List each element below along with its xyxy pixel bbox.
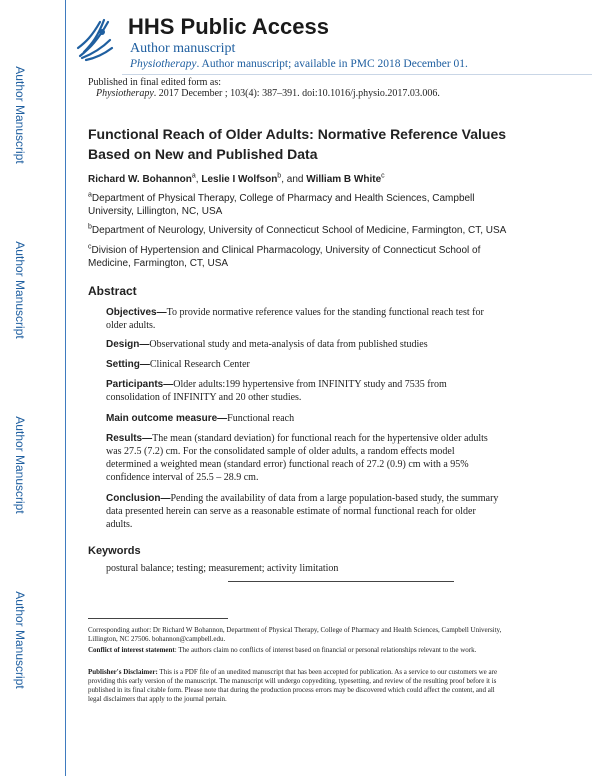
abstract-section: [106, 378, 501, 404]
author-affiliation-mark: c: [381, 172, 385, 180]
citation-text: . 2017 December ; 103(4): 387–391. doi:10.1016/j.physio.2017.03.006.: [153, 88, 440, 99]
keywords-heading: Keywords: [88, 545, 141, 557]
abstract-section: [106, 358, 501, 371]
sidebar-divider: [65, 0, 66, 776]
citation-journal: Physiotherapy: [96, 88, 154, 99]
section-text: The mean (standard deviation) for functional reach for the hypertensive older adults was 27.5 (7.2) cm. For the consolidated sample of older adults, a random effects model determined a weighted mean (standard error) functional reach of 27.2 (0.9) cm with a 95% confidence interval of 25.5 – 28.9 cm.: [106, 433, 488, 483]
sidebar-label: Author Manuscript: [13, 591, 27, 689]
header-availability-text: . Author manuscript; available in PMC 2018 December 01.: [196, 58, 468, 70]
corresponding-author-note: Corresponding author: Dr Richard W Bohannon, Department of Physical Therapy, College of Pharmacy and Health Sciences, Campbell University, Lillington, NC 27506. bohannon@campbell.edu.: [88, 626, 502, 643]
abstract-section: [106, 412, 501, 425]
section-label: Participants—: [106, 379, 174, 390]
section-label: Main outcome measure—: [106, 413, 228, 424]
keywords-text: postural balance; testing; measurement; activity limitation: [106, 563, 339, 574]
author-separator: , and: [281, 174, 307, 185]
header-title: HHS Public Access: [128, 14, 329, 39]
header-subtitle: Author manuscript: [130, 41, 236, 56]
abstract-section: [106, 432, 501, 484]
section-text: Older adults:199 hypertensive from INFINITY study and 7535 from consolidation of INFINITY and 20 other studies.: [106, 379, 447, 403]
author-name: Richard W. Bohannon: [88, 174, 192, 185]
sidebar-label: Author Manuscript: [13, 241, 27, 339]
affiliation-mark: b: [88, 223, 92, 231]
affiliation-text: Department of Physical Therapy, College of Pharmacy and Health Sciences, Campbell University, Lillington, NC, USA: [88, 193, 475, 217]
section-rule: [228, 581, 454, 582]
header-availability: [130, 58, 468, 70]
section-label: Setting—: [106, 359, 150, 370]
citation: [96, 88, 440, 99]
section-text: Functional reach: [227, 413, 295, 424]
abstract-section: [106, 306, 501, 332]
conflict-label: Conflict of interest statement: [88, 646, 175, 654]
section-label: Objectives—: [106, 307, 167, 318]
author-name: Leslie I Wolfson: [201, 174, 278, 185]
section-label: Conclusion—: [106, 493, 171, 504]
affiliation: [88, 224, 508, 237]
abstract-heading: Abstract: [88, 284, 137, 298]
footnote-rule: [88, 618, 228, 619]
publisher-disclaimer: [88, 668, 508, 704]
affiliation: [88, 244, 508, 270]
affiliation-text: Department of Neurology, University of Connecticut School of Medicine, Farmington, CT, USA: [91, 225, 507, 236]
published-note: Published in final edited form as:: [88, 77, 222, 88]
affiliation-mark: c: [88, 243, 92, 251]
section-text: To provide normative reference values for the standing functional reach test for older adults.: [106, 307, 484, 331]
section-text: Pending the availability of data from a large population-based study, the summary data presented herein can serve as a reasonable estimate of normal functional reach for older adults.: [106, 493, 499, 530]
affiliation: [88, 192, 508, 218]
author-affiliation-mark: a: [191, 172, 196, 180]
author-list: [88, 174, 385, 185]
conflict-text: : The authors claim no conflicts of interest based on financial or personal relationships relevant to the work.: [174, 646, 477, 654]
author-name: William B White: [306, 174, 382, 185]
hhs-eagle-logo: [72, 12, 116, 64]
article-title: Functional Reach of Older Adults: Normative Reference Values Based on New and Published Data: [88, 126, 507, 162]
sidebar: [0, 0, 40, 776]
author-affiliation-mark: b: [277, 172, 282, 180]
sidebar-label: Author Manuscript: [13, 66, 27, 164]
header-journal: Physiotherapy: [130, 58, 197, 70]
abstract-section: [106, 338, 501, 351]
sidebar-label: Author Manuscript: [13, 416, 27, 514]
conflict-statement: [88, 646, 508, 655]
disclaimer-label: Publisher's Disclaimer:: [88, 668, 158, 676]
header-rule: [122, 74, 592, 75]
section-text: Clinical Research Center: [149, 359, 250, 370]
author-separator: ,: [195, 174, 202, 185]
affiliation-mark: a: [88, 191, 92, 199]
affiliation-text: Division of Hypertension and Clinical Pharmacology, University of Connecticut School of Medicine, Farmington, CT, USA: [88, 245, 481, 269]
abstract-section: [106, 492, 501, 531]
disclaimer-text: This is a PDF file of an unedited manuscript that has been accepted for publication. As a service to our customers we are providing this early version of the manuscript. The manuscript will undergo copyediting, typesetting, and review of the resulting proof before it is published in its final citable form. Please note that during the production process errors may be discovered which could affect the content, and all legal disclaimers that apply to the journal pertain.: [88, 668, 498, 703]
section-label: Results—: [106, 433, 153, 444]
section-label: Design—: [106, 339, 150, 350]
section-text: Observational study and meta-analysis of data from published studies: [149, 339, 428, 350]
